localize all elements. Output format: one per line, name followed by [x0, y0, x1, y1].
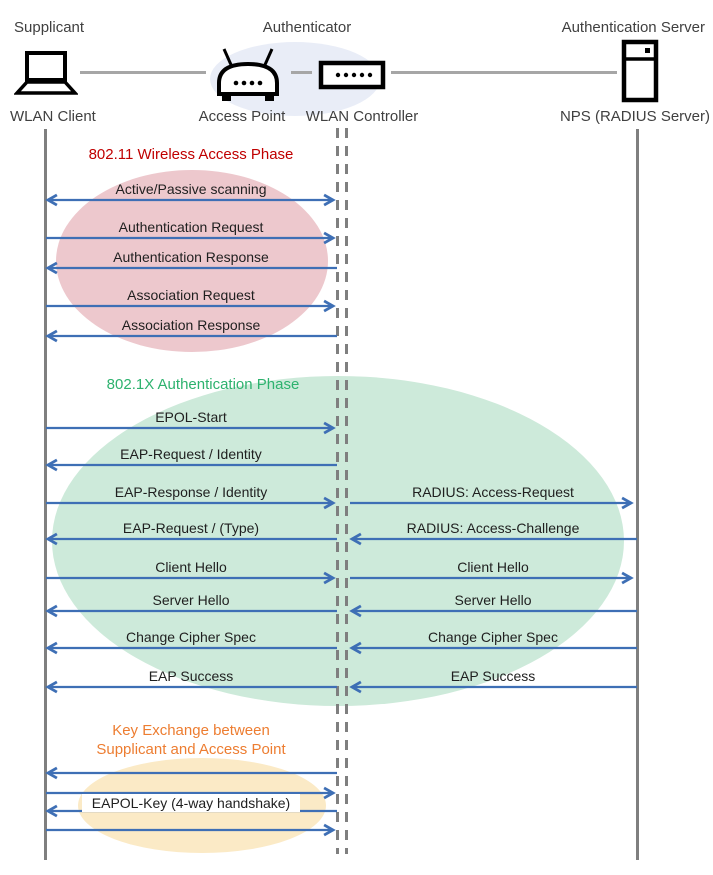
msg-radius-access-challenge: RADIUS: Access-Challenge	[406, 520, 580, 536]
msg-eap-request-identity: EAP-Request / Identity	[120, 446, 262, 462]
server-icon	[620, 39, 660, 103]
msg-client-hello-left: Client Hello	[155, 559, 227, 575]
msg-epol-start: EPOL-Start	[155, 409, 227, 425]
label-wlan-controller: WLAN Controller	[305, 108, 419, 125]
label-wlan-client: WLAN Client	[10, 108, 96, 125]
msg-eapol-key-4way-handshake: EAPOL-Key (4-way handshake)	[45, 794, 337, 810]
connector-line-right	[391, 71, 617, 74]
msg-authentication-request: Authentication Request	[118, 219, 264, 235]
msg-association-response: Association Response	[121, 317, 261, 333]
wireless-router-icon	[212, 47, 284, 103]
label-nps-radius-server: NPS (RADIUS Server)	[559, 108, 710, 125]
phase2-title: 802.1X Authentication Phase	[106, 376, 300, 393]
role-supplicant: Supplicant	[14, 19, 85, 36]
msg-change-cipher-spec-right: Change Cipher Spec	[428, 629, 558, 645]
phase3-title-line1: Key Exchange between	[112, 722, 270, 739]
msg-change-cipher-spec-left: Change Cipher Spec	[126, 629, 256, 645]
phase3-title-line2: Supplicant and Access Point	[96, 741, 286, 758]
label-access-point: Access Point	[198, 108, 286, 125]
role-authenticator: Authenticator	[262, 19, 352, 36]
connector-line-middle	[291, 71, 312, 74]
msg-client-hello-right: Client Hello	[457, 559, 529, 575]
msg-server-hello-right: Server Hello	[454, 592, 532, 608]
msg-eap-response-identity: EAP-Response / Identity	[114, 484, 268, 500]
msg-authentication-response: Authentication Response	[113, 249, 269, 265]
phase1-title: 802.11 Wireless Access Phase	[88, 146, 294, 163]
msg-association-request: Association Request	[127, 287, 255, 303]
controller-box-icon	[318, 60, 386, 90]
role-authentication-server: Authentication Server	[561, 19, 705, 36]
msg-eap-success-right: EAP Success	[450, 668, 536, 684]
msg-server-hello-left: Server Hello	[152, 592, 230, 608]
connector-line-left	[80, 71, 206, 74]
msg-radius-access-request: RADIUS: Access-Request	[412, 484, 574, 500]
msg-active-passive-scanning: Active/Passive scanning	[115, 181, 267, 197]
laptop-icon	[14, 50, 78, 97]
msg-eap-success-left: EAP Success	[148, 668, 234, 684]
msg-eap-request-type: EAP-Request / (Type)	[122, 520, 260, 536]
